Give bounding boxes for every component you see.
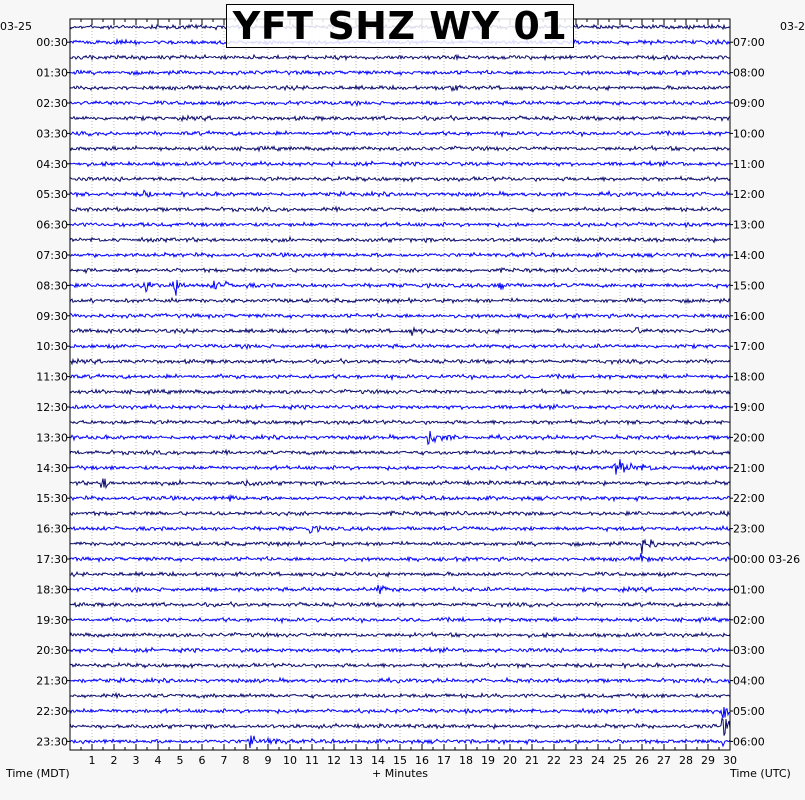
left-time-label: 13:30 <box>36 431 68 445</box>
left-date-label: 03-25 <box>0 20 32 33</box>
x-tick-label: 24 <box>591 754 605 767</box>
left-axis-title: Time (MDT) <box>6 767 70 780</box>
right-time-label: 10:00 <box>733 127 765 141</box>
x-tick-label: 15 <box>393 754 407 767</box>
right-time-label: 17:00 <box>733 340 765 354</box>
x-tick-label: 6 <box>198 754 206 767</box>
x-tick-label: 8 <box>242 754 250 767</box>
right-time-label: 07:00 <box>733 36 765 50</box>
right-time-label: 08:00 <box>733 66 765 80</box>
x-tick-label: 22 <box>547 754 561 767</box>
right-time-label: 04:00 <box>733 674 765 688</box>
x-tick-label: 7 <box>220 754 228 767</box>
x-tick-label: 28 <box>679 754 693 767</box>
x-tick-label: 25 <box>613 754 627 767</box>
x-tick-label: 11 <box>305 754 319 767</box>
right-time-label: 13:00 <box>733 218 765 232</box>
right-time-label: 21:00 <box>733 461 765 475</box>
x-tick-label: 12 <box>327 754 341 767</box>
chart-title: YFT SHZ WY 01 <box>226 4 574 48</box>
right-axis-title: Time (UTC) <box>730 767 791 780</box>
x-tick-label: 9 <box>264 754 272 767</box>
x-tick-label: 23 <box>569 754 583 767</box>
left-time-label: 05:30 <box>36 188 68 202</box>
x-tick-label: 4 <box>154 754 162 767</box>
left-time-label: 23:30 <box>36 735 68 749</box>
right-time-label: 20:00 <box>733 431 765 445</box>
left-time-label: 00:30 <box>36 36 68 50</box>
x-tick-label: 2 <box>110 754 118 767</box>
left-time-label: 06:30 <box>36 218 68 232</box>
right-time-label: 15:00 <box>733 279 765 293</box>
x-tick-label: 20 <box>503 754 517 767</box>
right-time-label: 06:00 <box>733 735 765 749</box>
x-axis-title: + Minutes <box>372 767 429 780</box>
left-time-label: 02:30 <box>36 97 68 110</box>
x-tick-label: 18 <box>459 754 473 767</box>
left-time-label: 21:30 <box>36 674 68 688</box>
left-time-label: 08:30 <box>36 279 68 293</box>
right-time-label: 18:00 <box>733 370 765 384</box>
x-tick-label: 29 <box>701 754 715 767</box>
x-tick-label: 3 <box>132 754 140 767</box>
left-time-label: 16:30 <box>36 522 68 536</box>
left-time-label: 15:30 <box>36 492 68 506</box>
left-time-label: 19:30 <box>36 613 68 627</box>
left-time-label: 01:30 <box>36 66 68 80</box>
right-time-label: 03:00 <box>733 644 765 658</box>
left-time-label: 17:30 <box>36 553 68 566</box>
left-time-label: 20:30 <box>36 644 68 658</box>
x-tick-label: 26 <box>635 754 649 767</box>
right-time-label: 11:00 <box>733 157 765 171</box>
left-time-label: 07:30 <box>36 249 68 262</box>
x-tick-label: 13 <box>349 754 363 767</box>
left-time-label: 12:30 <box>36 401 68 414</box>
left-time-label: 14:30 <box>36 461 68 475</box>
left-time-label: 11:30 <box>36 370 68 384</box>
left-time-label: 10:30 <box>36 340 68 354</box>
x-tick-label: 5 <box>176 754 184 767</box>
x-tick-label: 17 <box>437 754 451 767</box>
right-time-label: 05:00 <box>733 705 765 718</box>
right-time-label: 14:00 <box>733 249 765 262</box>
x-tick-label: 1 <box>88 754 96 767</box>
right-date-label-top: 03-2 <box>780 20 805 33</box>
x-tick-label: 19 <box>481 754 495 767</box>
left-time-label: 22:30 <box>36 705 68 718</box>
right-time-label: 23:00 <box>733 522 765 536</box>
right-time-label: 09:00 <box>733 97 765 110</box>
left-time-label: 09:30 <box>36 309 68 323</box>
x-tick-label: 14 <box>371 754 385 767</box>
x-tick-label: 21 <box>525 754 539 767</box>
left-time-label: 03:30 <box>36 127 68 141</box>
right-time-label: 16:00 <box>733 309 765 323</box>
x-tick-label: 16 <box>415 754 429 767</box>
x-tick-label: 27 <box>657 754 671 767</box>
right-time-label: 01:00 <box>733 583 765 597</box>
right-time-label: 19:00 <box>733 401 765 414</box>
right-time-label: 12:00 <box>733 188 765 202</box>
x-tick-label: 30 <box>723 754 737 767</box>
x-tick-label: 10 <box>283 754 297 767</box>
right-time-label: 22:00 <box>733 492 765 506</box>
left-time-label: 18:30 <box>36 583 68 597</box>
right-time-label: 00:00 03-26 <box>733 553 801 566</box>
left-time-label: 04:30 <box>36 157 68 171</box>
right-time-label: 02:00 <box>733 613 765 627</box>
